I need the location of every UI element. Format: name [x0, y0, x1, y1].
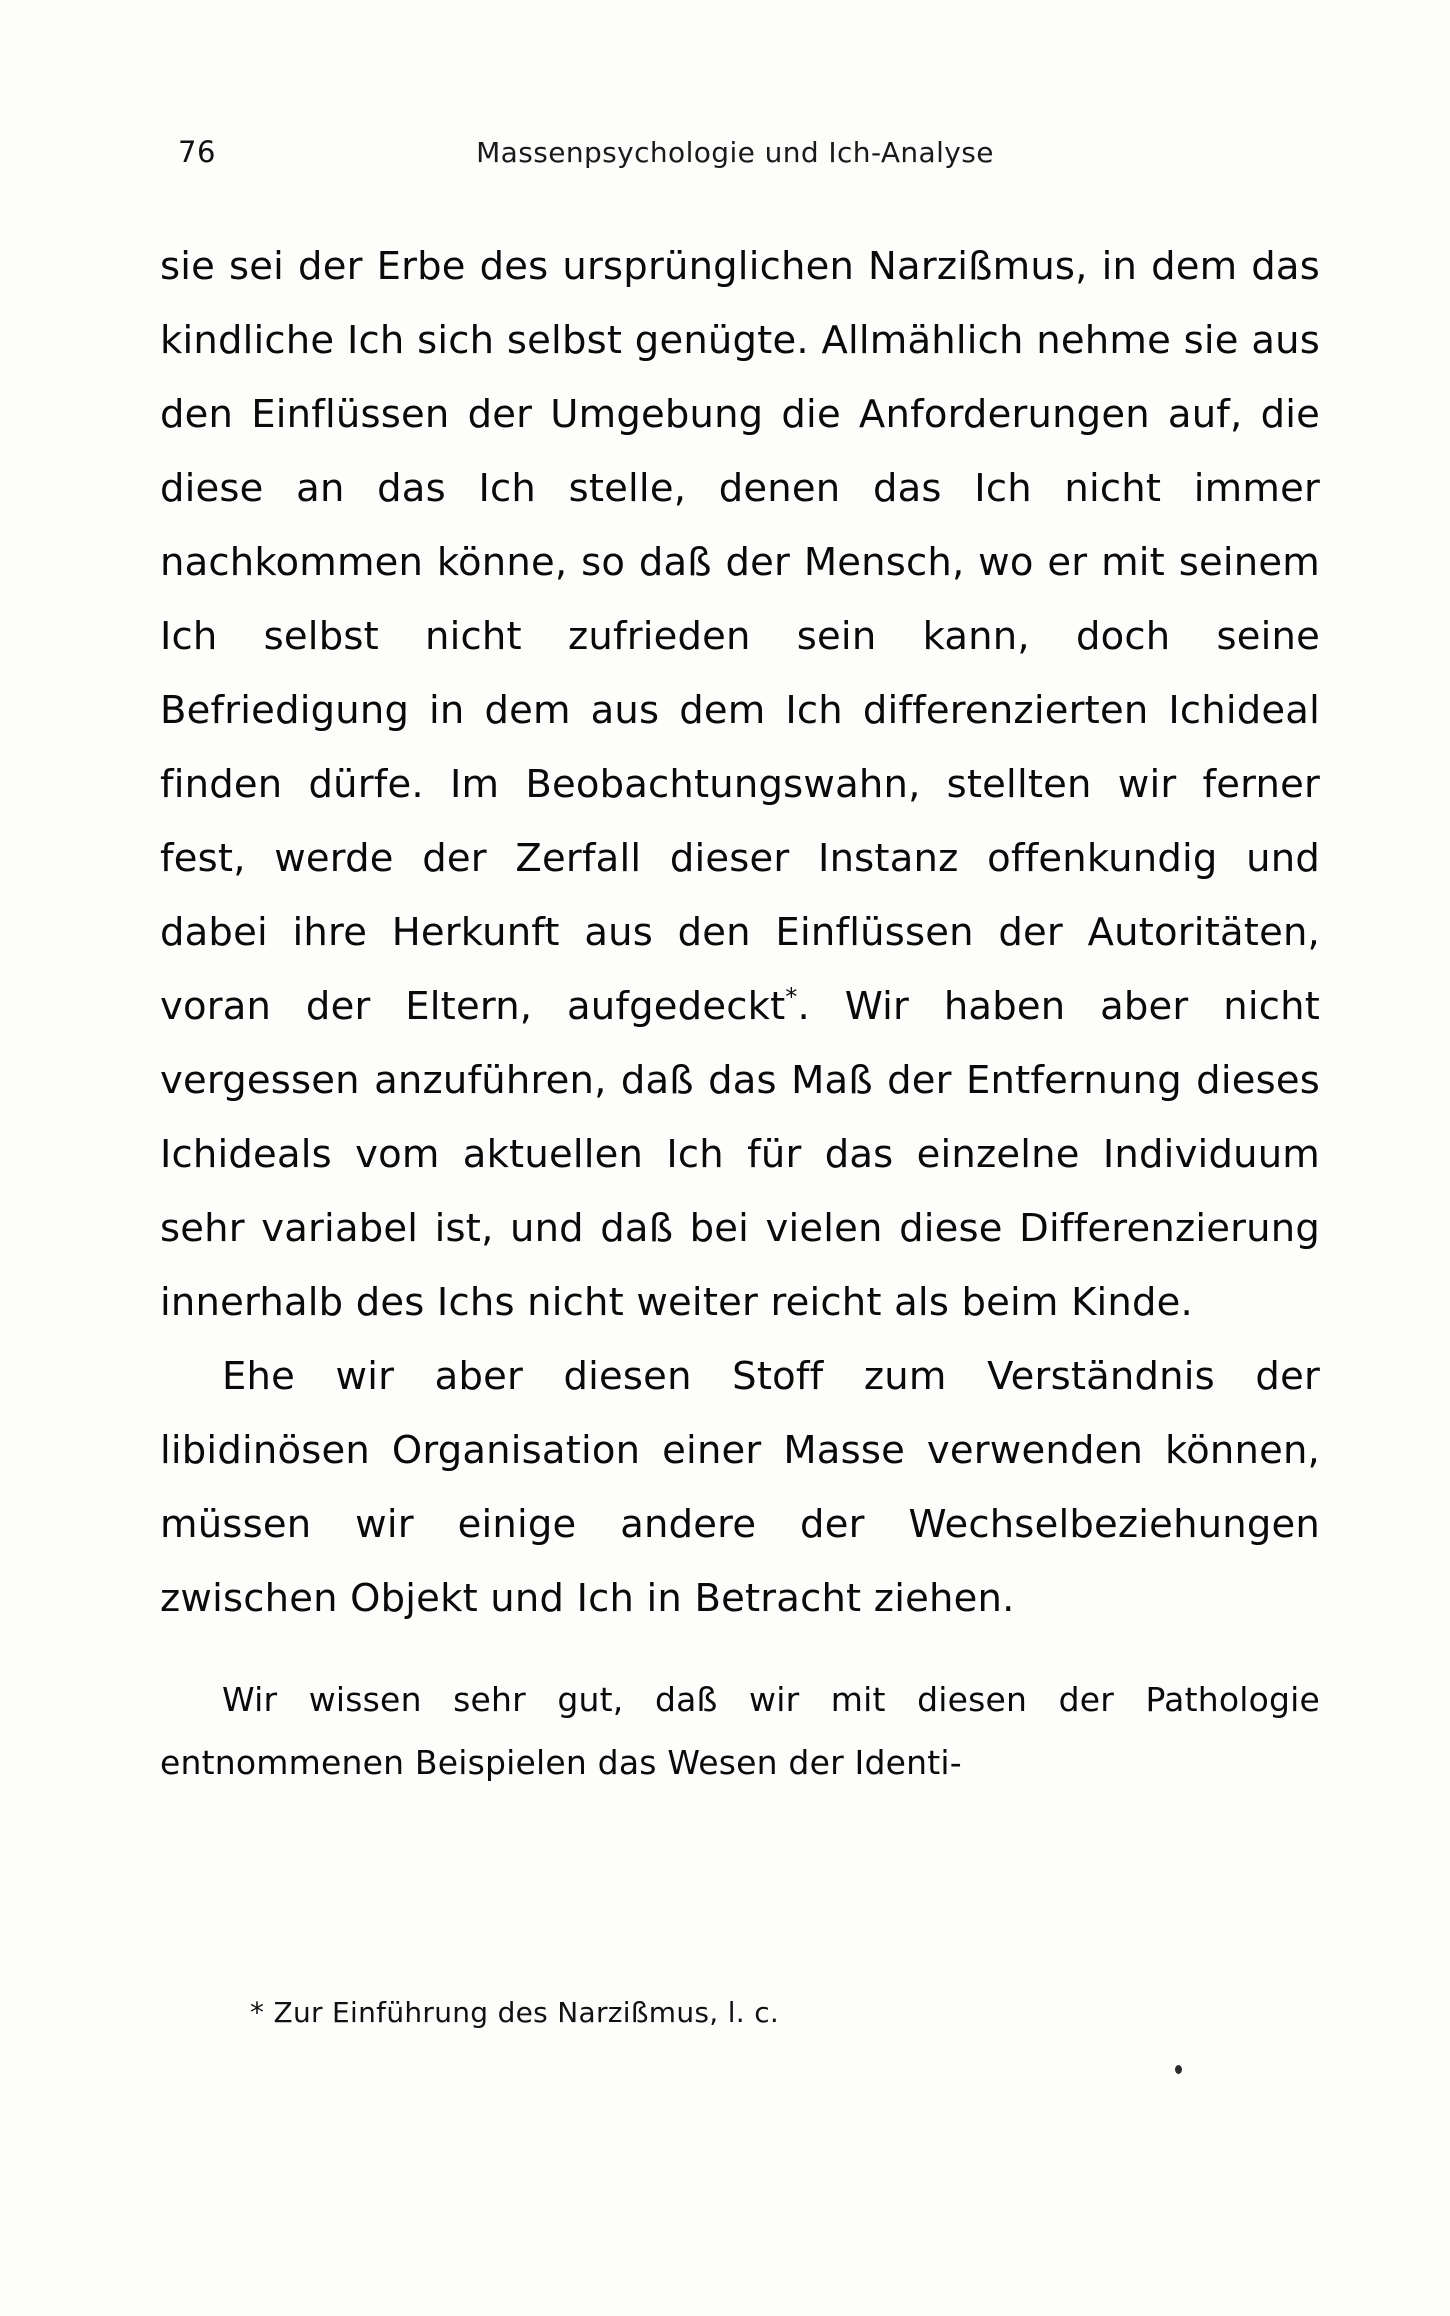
- paragraph-1-text: sie sei der Erbe des ursprünglichen Narzißmus, in dem das kindliche Ich sich selbst genügte. Allmählich nehme sie aus den Einflüssen der Umgebung die Anforderungen auf, die diese an das Ich stelle, denen das Ich nicht immer nachkommen könne, so daß der Mensch, wo er mit seinem Ich selbst nicht zufrieden sein kann, doch seine Befriedigung in dem aus dem Ich differenzierten Ichideal finden dürfe. Im Beobachtungswahn, stellten wir ferner fest, werde der Zerfall dieser Instanz offenkundig und dabei ihre Herkunft aus den Einflüssen der Autoritäten, voran der Eltern, aufgedeckt: [160, 244, 1320, 1029]
- main-text-block: [160, 230, 1320, 1794]
- paragraph-1-continuation: . Wir haben aber nicht vergessen anzuführen, daß das Maß der Entfernung dieses Ichideals vom aktuellen Ich für das einzelne Individuum sehr variabel ist, und daß bei vielen diese Differenzierung innerhalb des Ichs nicht weiter reicht als beim Kinde.: [160, 984, 1320, 1325]
- page-speck: [1175, 2065, 1182, 2074]
- paragraph-3: Wir wissen sehr gut, daß wir mit diesen der Pathologie entnommenen Beispielen das Wesen der Identi-: [160, 1680, 1320, 1782]
- paragraph-2: Ehe wir aber diesen Stoff zum Verständnis der libidinösen Organisation einer Masse verwenden können, müssen wir einige andere der Wechselbeziehungen zwischen Objekt und Ich in Betracht ziehen.: [160, 1354, 1320, 1621]
- footnote-text: * Zur Einführung des Narzißmus, l. c.: [250, 1996, 780, 2029]
- page-number: 76: [178, 135, 216, 169]
- paragraph-1: [160, 230, 1320, 1340]
- running-title: Massenpsychologie und Ich-Analyse: [476, 136, 994, 169]
- running-head: [178, 135, 1272, 175]
- footnote-marker: *: [785, 983, 798, 1012]
- footnote-block: [160, 1990, 1320, 2036]
